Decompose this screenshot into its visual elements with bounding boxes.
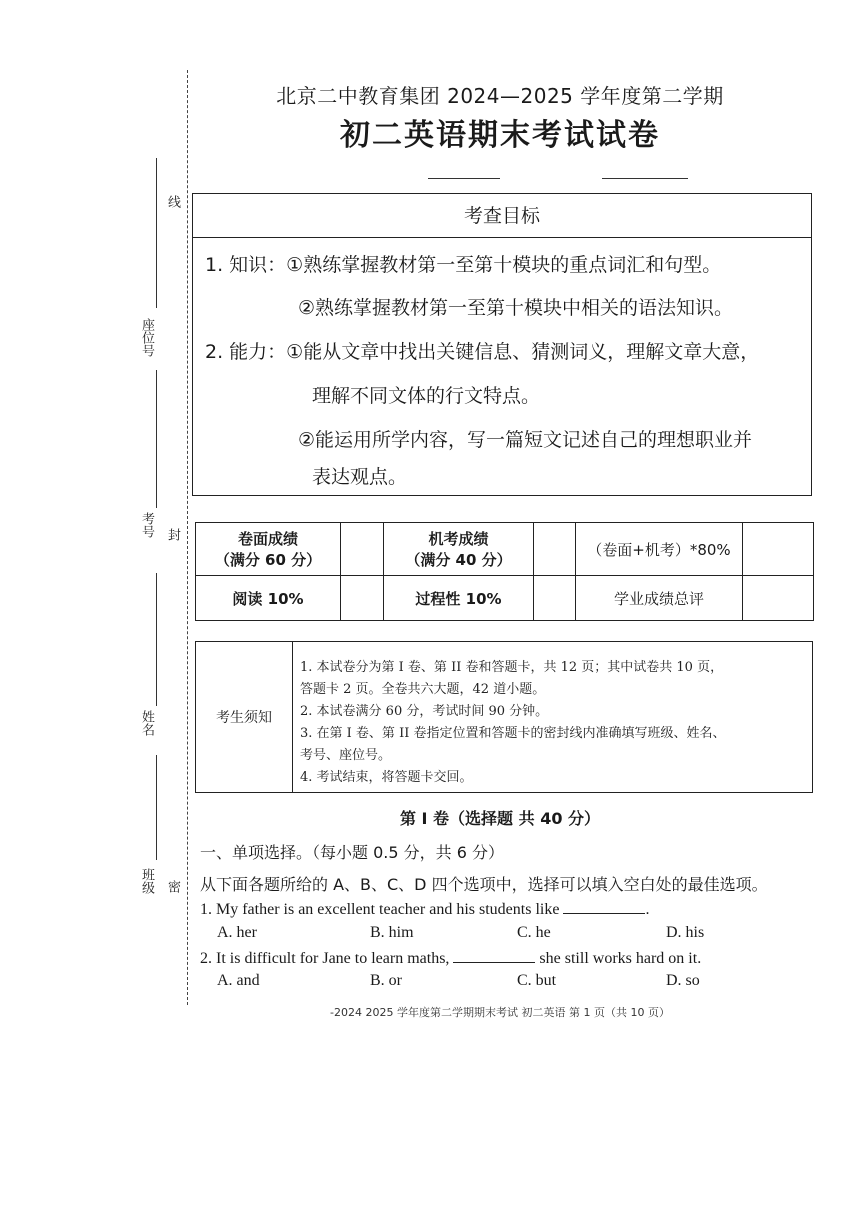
paper-score-label: 卷面成绩	[237, 530, 298, 548]
binding-dashed-line	[187, 70, 188, 1005]
page-footer: -2024 2025 学年度第二学期期末考试 初二英语 第 1 页（共 10 页）	[330, 1006, 670, 1019]
total-score-label: 学业成绩总评	[576, 576, 743, 621]
margin-rule-class	[156, 755, 157, 860]
objective-line: 2. 能力：①能从文章中找出关键信息、猜测词义，理解文章大意，	[205, 341, 760, 363]
weighted-score-label: （卷面+机考）*80%	[576, 523, 743, 576]
option-c[interactable]: C. he	[517, 924, 551, 941]
exam-notice-box	[195, 641, 813, 793]
exam-title: 初二英语期末考试试卷	[340, 118, 660, 153]
part-title: 一、单项选择。（每小题 0.5 分，共 6 分）	[200, 843, 504, 862]
option-b[interactable]: B. or	[370, 972, 402, 989]
notice-label: 考生须知	[196, 642, 293, 792]
school-name: 北京二中教育集团 2024—2025 学年度第二学期	[276, 84, 724, 108]
option-a[interactable]: A. her	[217, 924, 257, 941]
objective-line: ②能运用所学内容，写一篇短文记述自己的理想职业并	[298, 429, 753, 451]
option-d[interactable]: D. so	[666, 972, 700, 989]
margin-mi: 密	[165, 880, 180, 893]
notice-line: 1. 本试卷分为第 I 卷、第 II 卷和答题卡，共 12 页；其中试卷共 10 页，	[300, 660, 724, 675]
question-1	[200, 899, 649, 919]
objectives-heading: 考查目标	[193, 194, 811, 238]
margin-rule-seat	[156, 158, 157, 308]
option-d[interactable]: D. his	[666, 924, 705, 941]
margin-seat-label: 座位号	[139, 318, 154, 357]
paper-score-cell	[196, 523, 341, 576]
option-a[interactable]: A. and	[217, 972, 260, 989]
computer-score-input[interactable]	[534, 523, 576, 576]
option-c[interactable]: C. but	[517, 972, 557, 989]
computer-score-cell	[384, 523, 534, 576]
answer-blank[interactable]	[563, 899, 645, 914]
objective-line: 表达观点。	[312, 466, 408, 488]
header-rule-right	[602, 178, 688, 179]
margin-xian: 线	[165, 195, 180, 208]
process-score-label: 过程性 10%	[384, 576, 534, 621]
paper-score-input[interactable]	[341, 523, 384, 576]
margin-class-label: 班级	[139, 868, 154, 894]
objectives-box	[192, 193, 812, 496]
margin-feng: 封	[165, 528, 180, 541]
section-title: 第 I 卷（选择题 共 40 分）	[399, 809, 601, 828]
weighted-score-input[interactable]	[743, 523, 814, 576]
computer-score-full: （满分 40 分）	[405, 551, 512, 569]
part-instruction: 从下面各题所给的 A、B、C、D 四个选项中，选择可以填入空白处的最佳选项。	[200, 875, 768, 894]
margin-rule-name	[156, 573, 157, 706]
question-text: 1. My father is an excellent teacher and his students like	[200, 901, 560, 918]
notice-line: 3. 在第 I 卷、第 II 卷指定位置和答题卡的密封线内准确填写班级、姓名、	[300, 726, 726, 741]
paper-score-full: （满分 60 分）	[214, 551, 322, 569]
question-text: 2. It is difficult for Jane to learn maths,	[200, 950, 450, 967]
margin-name-label: 姓名	[139, 710, 154, 736]
objective-line: 理解不同文体的行文特点。	[312, 385, 541, 407]
notice-line: 考号、座位号。	[300, 748, 392, 763]
process-score-input[interactable]	[534, 576, 576, 621]
computer-score-label: 机考成绩	[428, 530, 489, 548]
header-rule-left	[428, 178, 500, 179]
objective-line: ②熟练掌握教材第一至第十模块中相关的语法知识。	[298, 297, 734, 319]
objective-line: 1. 知识：①熟练掌握教材第一至第十模块的重点词汇和句型。	[205, 254, 722, 276]
notice-line: 2. 本试卷满分 60 分，考试时间 90 分钟。	[300, 704, 549, 719]
margin-rule-exam-no	[156, 370, 157, 508]
question-text-end: .	[645, 901, 650, 918]
notice-line: 答题卡 2 页。全卷共六大题，42 道小题。	[300, 682, 546, 697]
notice-line: 4. 考试结束，将答题卡交回。	[300, 770, 473, 785]
question-2	[200, 948, 701, 968]
answer-blank[interactable]	[453, 948, 535, 963]
total-score-input[interactable]	[743, 576, 814, 621]
reading-score-input[interactable]	[341, 576, 384, 621]
score-table	[195, 522, 814, 621]
option-b[interactable]: B. him	[370, 924, 414, 941]
reading-score-label: 阅读 10%	[196, 576, 341, 621]
question-text-end: she still works hard on it.	[539, 950, 702, 967]
margin-exam-no-label: 考号	[139, 512, 154, 538]
